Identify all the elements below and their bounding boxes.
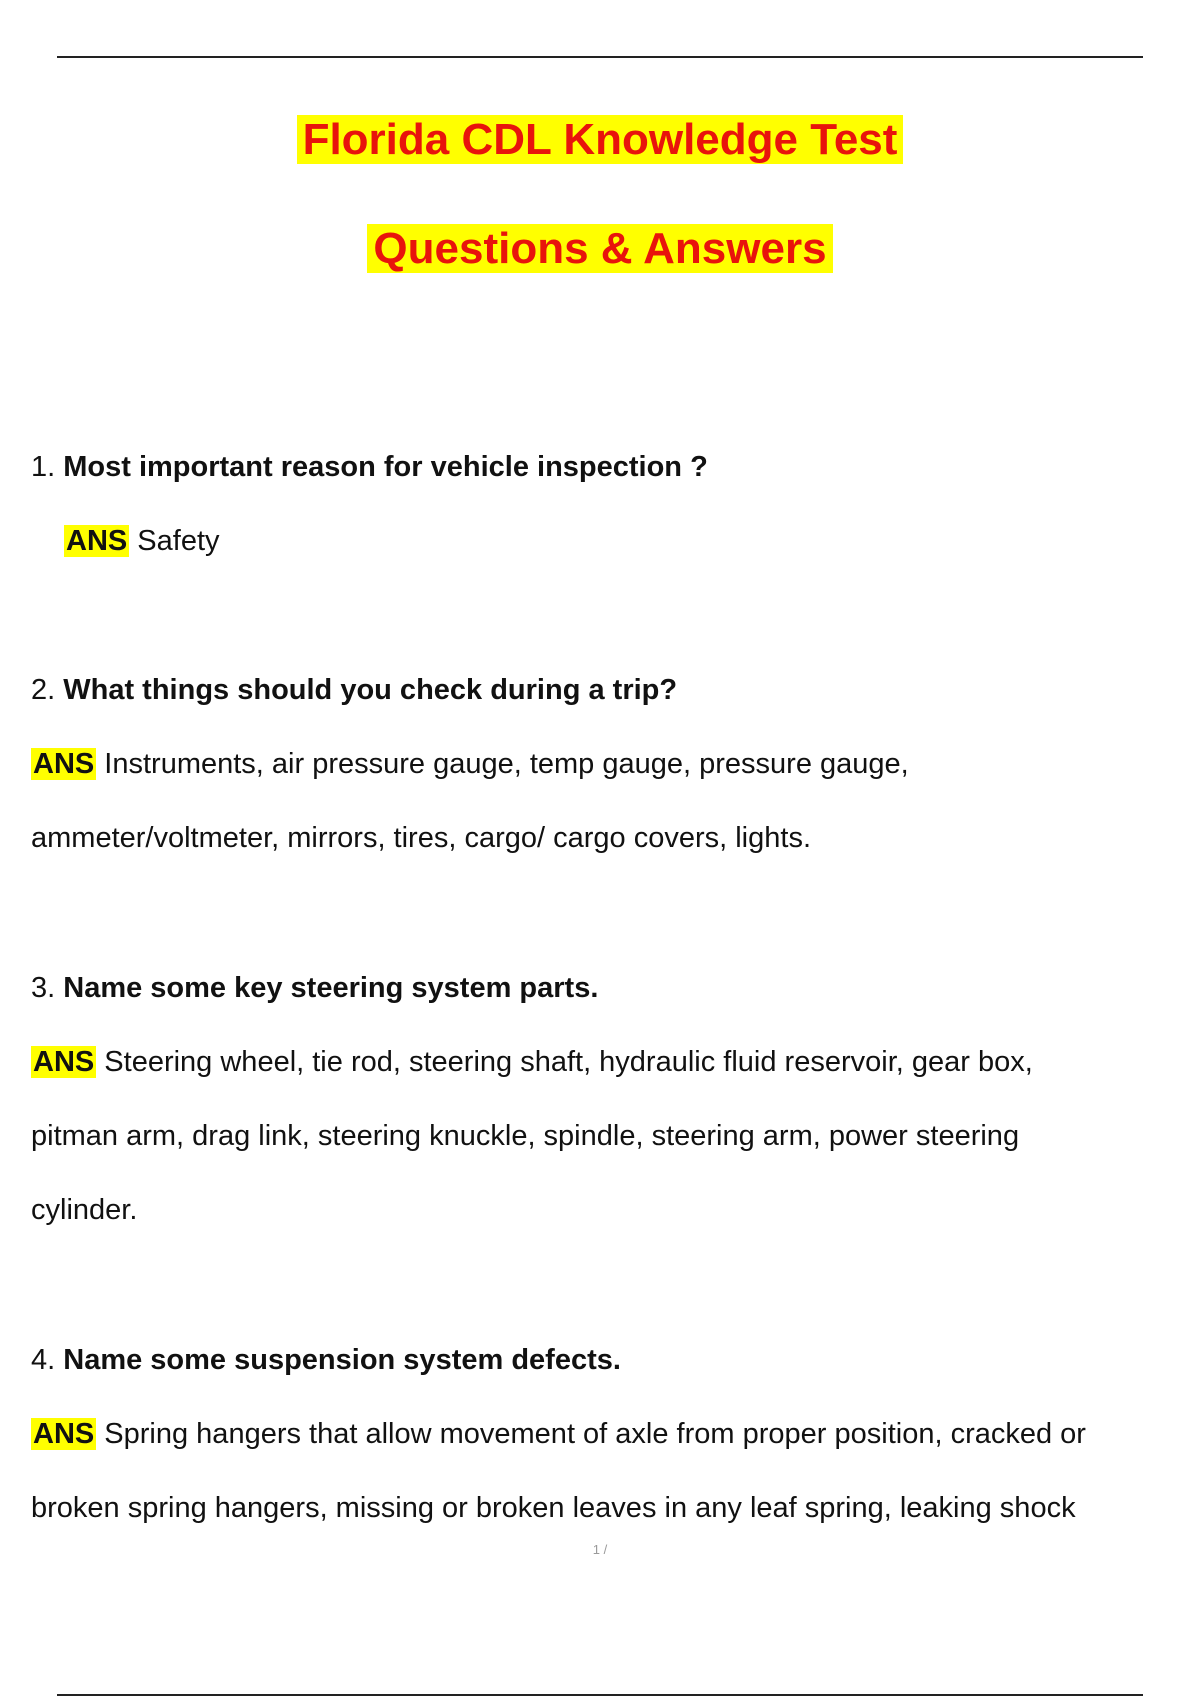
answer-line — [31, 727, 1186, 801]
question-number: 4. — [31, 1344, 56, 1376]
answer-text: cylinder. — [31, 1194, 138, 1226]
question-text: Most important reason for vehicle inspection ? — [63, 451, 708, 483]
answer-line — [31, 1173, 1186, 1247]
document-subtitle — [0, 221, 1200, 277]
answer-text: pitman arm, drag link, steering knuckle, spindle, steering arm, power steering — [31, 1120, 1020, 1152]
document-title — [0, 112, 1200, 168]
bottom-divider — [57, 1694, 1143, 1696]
document-title-text: Florida CDL Knowledge Test — [297, 115, 904, 164]
question-number: 2. — [31, 674, 56, 706]
answer-line — [31, 504, 1186, 578]
ans-label: ANS — [33, 1046, 95, 1078]
ans-label: ANS — [66, 525, 128, 557]
qa-item-3 — [31, 951, 1186, 1247]
answer-text: ammeter/voltmeter, mirrors, tires, cargo/ cargo covers, lights. — [31, 822, 811, 854]
top-divider — [57, 56, 1143, 58]
question — [31, 951, 1186, 1025]
answer-text: broken spring hangers, missing or broken leaves in any leaf spring, leaking shock — [31, 1492, 1076, 1524]
page-number: 1 / — [592, 1542, 608, 1557]
qa-item-4 — [31, 1323, 1186, 1545]
qa-item-2 — [31, 653, 1186, 875]
question-text: Name some key steering system parts. — [63, 972, 599, 1004]
answer-line — [31, 1025, 1186, 1099]
ans-label: ANS — [33, 748, 95, 780]
qa-item-1 — [31, 430, 1186, 578]
document-subtitle-text: Questions & Answers — [367, 224, 832, 273]
question-number: 1. — [31, 451, 56, 483]
question-number: 3. — [31, 972, 56, 1004]
answer-line — [31, 1471, 1186, 1545]
answer-line — [31, 1099, 1186, 1173]
answer-text: Spring hangers that allow movement of axle from proper position, cracked or — [104, 1418, 1086, 1450]
answer-text: Safety — [137, 525, 220, 557]
question — [31, 1323, 1186, 1397]
question — [31, 653, 1186, 727]
ans-label: ANS — [33, 1418, 95, 1450]
answer-text: Steering wheel, tie rod, steering shaft, hydraulic fluid reservoir, gear box, — [104, 1046, 1033, 1078]
answer-text: Instruments, air pressure gauge, temp gauge, pressure gauge, — [104, 748, 909, 780]
question — [31, 430, 1186, 504]
answer-line — [31, 801, 1186, 875]
question-text: What things should you check during a trip? — [63, 674, 678, 706]
answer-line — [31, 1397, 1186, 1471]
question-text: Name some suspension system defects. — [63, 1344, 621, 1376]
